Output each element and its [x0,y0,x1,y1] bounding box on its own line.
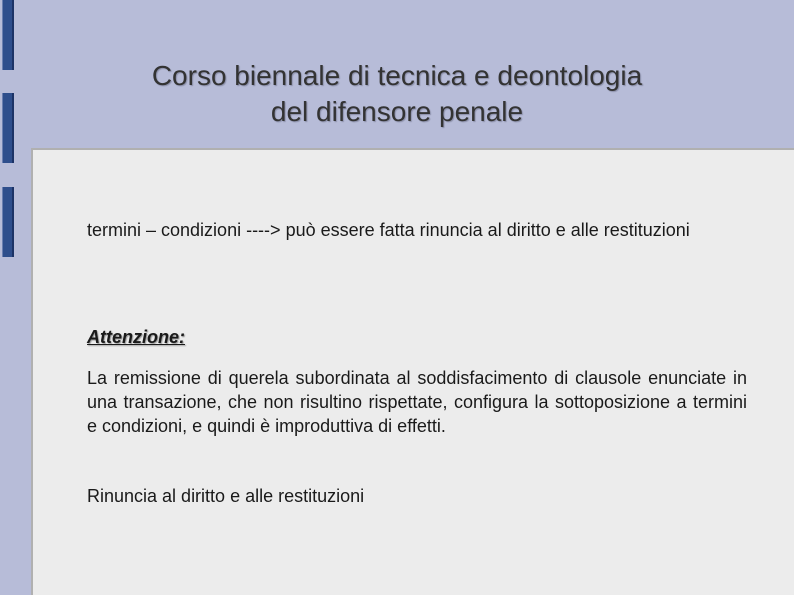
paragraph-termini-condizioni: termini – condizioni ----> può essere fatta rinuncia al diritto e alle restituzioni [87,220,690,240]
slide-title [40,58,754,130]
slide-title-line-2: del difensore penale [270,96,524,127]
paragraph-remissione-querela: La remissione di querela subordinata al soddisfacimento di clausole enunciate in una transazione, che non risultino rispettate, configura la sottoposizione a termini e condizioni, e quindi è improduttiva di effetti. [87,368,747,436]
decorative-side-bars [0,0,20,595]
side-bar-middle [2,93,14,163]
attention-heading: Attenzione: [87,327,185,347]
side-bar-bottom [2,187,14,257]
side-bar-top [2,0,14,70]
slide-title-line-1: Corso biennale di tecnica e deontologia [151,60,643,91]
paragraph-rinuncia: Rinuncia al diritto e alle restituzioni [87,486,365,506]
